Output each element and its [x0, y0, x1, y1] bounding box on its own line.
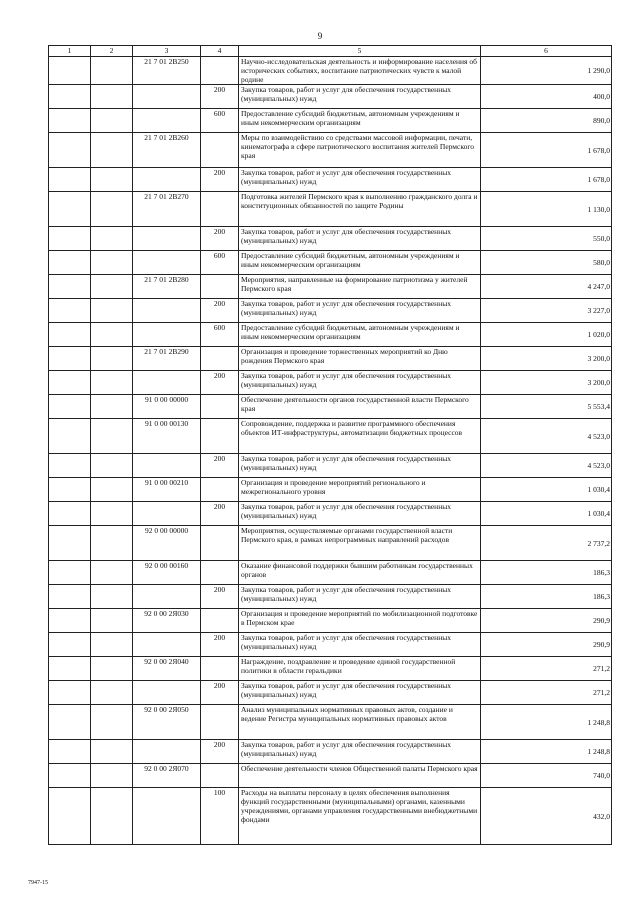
classification-code [133, 788, 201, 845]
col1-cell [49, 227, 91, 251]
expense-type-code: 200 [201, 168, 239, 192]
expense-type-code: 200 [201, 585, 239, 609]
table-row [49, 251, 612, 275]
item-description: Оказание финансовой поддержки бывшим работникам государственных органов [239, 561, 481, 585]
col2-cell [91, 371, 133, 395]
col1-cell [49, 299, 91, 323]
amount-value: 4 247,0 [481, 275, 612, 299]
amount-value: 186,3 [481, 585, 612, 609]
item-description: Обеспечение деятельности органов государственной власти Пермского края [239, 395, 481, 419]
expense-type-code: 100 [201, 788, 239, 845]
col2-cell [91, 251, 133, 275]
expense-type-code: 200 [201, 85, 239, 109]
table-row [49, 609, 612, 633]
col1-cell [49, 740, 91, 764]
table-row [49, 561, 612, 585]
header-col-1: 1 [49, 46, 91, 57]
col1-cell [49, 657, 91, 681]
item-description: Мероприятия, направленные на формирование патриотизма у жителей Пермского края [239, 275, 481, 299]
table-row [49, 323, 612, 347]
amount-value: 5 553,4 [481, 395, 612, 419]
classification-code: 92 0 00 00160 [133, 561, 201, 585]
amount-value: 400,0 [481, 85, 612, 109]
header-col-6: 6 [481, 46, 612, 57]
col1-cell [49, 609, 91, 633]
item-description: Награждение, поздравление и проведение единой государственной политики в области геральдики [239, 657, 481, 681]
expense-type-code: 600 [201, 323, 239, 347]
item-description: Меры по взаимодействию со средствами массовой информации, печати, кинематографа в сфере патриотического воспитания жителей Пермского края [239, 133, 481, 168]
table-row [49, 227, 612, 251]
amount-value: 1 020,0 [481, 323, 612, 347]
col1-cell [49, 251, 91, 275]
amount-value: 271,2 [481, 657, 612, 681]
expense-type-code: 200 [201, 740, 239, 764]
item-description: Закупка товаров, работ и услуг для обеспечения государственных (муниципальных) нужд [239, 740, 481, 764]
amount-value: 3 200,0 [481, 371, 612, 395]
table-row [49, 681, 612, 705]
item-description: Закупка товаров, работ и услуг для обеспечения государственных (муниципальных) нужд [239, 681, 481, 705]
col2-cell [91, 633, 133, 657]
amount-value: 1 248,8 [481, 705, 612, 740]
classification-code: 21 7 01 2В290 [133, 347, 201, 371]
item-description: Закупка товаров, работ и услуг для обеспечения государственных (муниципальных) нужд [239, 168, 481, 192]
classification-code: 92 0 00 2Я040 [133, 657, 201, 681]
col1-cell [49, 419, 91, 454]
item-description: Закупка товаров, работ и услуг для обеспечения государственных (муниципальных) нужд [239, 585, 481, 609]
col2-cell [91, 419, 133, 454]
item-description: Закупка товаров, работ и услуг для обеспечения государственных (муниципальных) нужд [239, 371, 481, 395]
col2-cell [91, 192, 133, 227]
expense-type-code [201, 609, 239, 633]
amount-value: 550,0 [481, 227, 612, 251]
amount-value: 740,0 [481, 764, 612, 788]
table-row [49, 347, 612, 371]
table-row [49, 109, 612, 133]
amount-value: 1 678,0 [481, 168, 612, 192]
item-description: Сопровождение, поддержка и развитие программного обеспечения объектов ИТ-инфраструктуры, автоматизации бюджетных процессов [239, 419, 481, 454]
expense-type-code [201, 561, 239, 585]
col2-cell [91, 585, 133, 609]
col1-cell [49, 705, 91, 740]
table-row [49, 633, 612, 657]
expense-type-code [201, 526, 239, 561]
col2-cell [91, 275, 133, 299]
item-description: Анализ муниципальных нормативных правовых актов, создание и ведение Регистра муниципальных нормативных правовых актов [239, 705, 481, 740]
col1-cell [49, 133, 91, 168]
col2-cell [91, 395, 133, 419]
expense-type-code [201, 133, 239, 168]
classification-code [133, 109, 201, 133]
item-description: Организация и проведение мероприятий по мобилизационной подготовке в Пермском крае [239, 609, 481, 633]
header-row [49, 46, 612, 57]
col2-cell [91, 478, 133, 502]
col1-cell [49, 192, 91, 227]
table-row [49, 371, 612, 395]
item-description: Закупка товаров, работ и услуг для обеспечения государственных (муниципальных) нужд [239, 227, 481, 251]
item-description: Закупка товаров, работ и услуг для обеспечения государственных (муниципальных) нужд [239, 502, 481, 526]
classification-code: 91 0 00 00000 [133, 395, 201, 419]
amount-value: 1 248,8 [481, 740, 612, 764]
col2-cell [91, 227, 133, 251]
amount-value: 4 523,0 [481, 419, 612, 454]
col2-cell [91, 168, 133, 192]
col2-cell [91, 705, 133, 740]
col2-cell [91, 609, 133, 633]
amount-value: 1 030,4 [481, 502, 612, 526]
table-row [49, 478, 612, 502]
col2-cell [91, 561, 133, 585]
expense-type-code: 600 [201, 251, 239, 275]
expense-type-code [201, 478, 239, 502]
classification-code: 92 0 00 00000 [133, 526, 201, 561]
item-description: Научно-исследовательская деятельность и информирование населения об исторических событиях, воспитание патриотических чувств к малой родине [239, 57, 481, 85]
col2-cell [91, 764, 133, 788]
classification-code [133, 251, 201, 275]
col2-cell [91, 109, 133, 133]
budget-table [48, 45, 612, 845]
item-description: Обеспечение деятельности членов Общественной палаты Пермского края [239, 764, 481, 788]
classification-code [133, 85, 201, 109]
footer-code: 7947-15 [28, 880, 48, 886]
table-row [49, 502, 612, 526]
item-description: Закупка товаров, работ и услуг для обеспечения государственных (муниципальных) нужд [239, 454, 481, 478]
item-description: Подготовка жителей Пермского края к выполнению гражданского долга и конституционных обязанностей по защите Родины [239, 192, 481, 227]
col1-cell [49, 681, 91, 705]
table-row [49, 192, 612, 227]
col1-cell [49, 395, 91, 419]
col1-cell [49, 561, 91, 585]
col2-cell [91, 502, 133, 526]
col2-cell [91, 454, 133, 478]
col2-cell [91, 133, 133, 168]
item-description: Закупка товаров, работ и услуг для обеспечения государственных (муниципальных) нужд [239, 85, 481, 109]
amount-value: 2 737,2 [481, 526, 612, 561]
expense-type-code [201, 395, 239, 419]
table-row [49, 657, 612, 681]
expense-type-code [201, 419, 239, 454]
amount-value: 271,2 [481, 681, 612, 705]
amount-value: 3 200,0 [481, 347, 612, 371]
amount-value: 3 227,0 [481, 299, 612, 323]
amount-value: 186,3 [481, 561, 612, 585]
table-row [49, 740, 612, 764]
col2-cell [91, 85, 133, 109]
header-col-3: 3 [133, 46, 201, 57]
table-row [49, 85, 612, 109]
col1-cell [49, 347, 91, 371]
table-row [49, 454, 612, 478]
header-col-5: 5 [239, 46, 481, 57]
table-row [49, 275, 612, 299]
table-row [49, 395, 612, 419]
item-description: Организация и проведение мероприятий регионального и межрегионального уровня [239, 478, 481, 502]
expense-type-code [201, 275, 239, 299]
amount-value: 890,0 [481, 109, 612, 133]
expense-type-code [201, 57, 239, 85]
col1-cell [49, 323, 91, 347]
table-row [49, 168, 612, 192]
amount-value: 290,9 [481, 633, 612, 657]
table-row [49, 585, 612, 609]
col1-cell [49, 478, 91, 502]
col2-cell [91, 299, 133, 323]
classification-code [133, 740, 201, 764]
col1-cell [49, 57, 91, 85]
classification-code [133, 633, 201, 657]
header-col-4: 4 [201, 46, 239, 57]
amount-value: 580,0 [481, 251, 612, 275]
classification-code [133, 454, 201, 478]
col1-cell [49, 275, 91, 299]
classification-code: 92 0 00 2Я050 [133, 705, 201, 740]
expense-type-code: 200 [201, 371, 239, 395]
classification-code: 92 0 00 2Я070 [133, 764, 201, 788]
table-row [49, 299, 612, 323]
col2-cell [91, 347, 133, 371]
expense-type-code: 200 [201, 633, 239, 657]
classification-code: 92 0 00 2Я030 [133, 609, 201, 633]
expense-type-code: 600 [201, 109, 239, 133]
col2-cell [91, 57, 133, 85]
classification-code: 21 7 01 2В280 [133, 275, 201, 299]
item-description: Расходы на выплаты персоналу в целях обеспечения выполнения функций государственными (муниципальными) органами, казенными учреждениями, органами управления государственными внебюджетными фондами [239, 788, 481, 845]
col2-cell [91, 681, 133, 705]
classification-code [133, 299, 201, 323]
item-description: Предоставление субсидий бюджетным, автономным учреждениям и иным некоммерческим организациям [239, 251, 481, 275]
table-row [49, 764, 612, 788]
header-col-2: 2 [91, 46, 133, 57]
item-description: Организация и проведение торжественных мероприятий ко Дню рождения Пермского края [239, 347, 481, 371]
col1-cell [49, 633, 91, 657]
col1-cell [49, 371, 91, 395]
classification-code [133, 323, 201, 347]
expense-type-code: 200 [201, 454, 239, 478]
amount-value: 1 290,0 [481, 57, 612, 85]
classification-code [133, 502, 201, 526]
table-row [49, 57, 612, 85]
expense-type-code: 200 [201, 227, 239, 251]
expense-type-code: 200 [201, 299, 239, 323]
amount-value: 1 678,0 [481, 133, 612, 168]
amount-value: 290,9 [481, 609, 612, 633]
col1-cell [49, 454, 91, 478]
table-row [49, 788, 612, 845]
item-description: Предоставление субсидий бюджетным, автономным учреждениям и иным некоммерческим организациям [239, 109, 481, 133]
amount-value: 1 030,4 [481, 478, 612, 502]
col1-cell [49, 502, 91, 526]
expense-type-code [201, 657, 239, 681]
item-description: Закупка товаров, работ и услуг для обеспечения государственных (муниципальных) нужд [239, 633, 481, 657]
col1-cell [49, 526, 91, 561]
col2-cell [91, 526, 133, 561]
col1-cell [49, 168, 91, 192]
col1-cell [49, 764, 91, 788]
table-row [49, 526, 612, 561]
item-description: Предоставление субсидий бюджетным, автономным учреждениям и иным некоммерческим организациям [239, 323, 481, 347]
col2-cell [91, 657, 133, 681]
page-number: 9 [317, 31, 323, 41]
classification-code [133, 585, 201, 609]
classification-code [133, 227, 201, 251]
col1-cell [49, 585, 91, 609]
table-body [49, 57, 612, 845]
col2-cell [91, 740, 133, 764]
amount-value: 1 130,0 [481, 192, 612, 227]
classification-code [133, 681, 201, 705]
col2-cell [91, 788, 133, 845]
classification-code: 91 0 00 00210 [133, 478, 201, 502]
amount-value: 4 523,0 [481, 454, 612, 478]
col1-cell [49, 109, 91, 133]
expense-type-code [201, 764, 239, 788]
classification-code: 21 7 01 2В260 [133, 133, 201, 168]
col2-cell [91, 323, 133, 347]
classification-code [133, 168, 201, 192]
table-row [49, 133, 612, 168]
col1-cell [49, 85, 91, 109]
expense-type-code: 200 [201, 502, 239, 526]
item-description: Закупка товаров, работ и услуг для обеспечения государственных (муниципальных) нужд [239, 299, 481, 323]
amount-value: 432,0 [481, 788, 612, 845]
expense-type-code [201, 705, 239, 740]
classification-code: 21 7 01 2В250 [133, 57, 201, 85]
expense-type-code [201, 192, 239, 227]
expense-type-code [201, 347, 239, 371]
classification-code: 21 7 01 2В270 [133, 192, 201, 227]
table-row [49, 705, 612, 740]
expense-type-code: 200 [201, 681, 239, 705]
classification-code: 91 0 00 00130 [133, 419, 201, 454]
item-description: Мероприятия, осуществляемые органами государственной власти Пермского края, в рамках непрограммных направлений расходов [239, 526, 481, 561]
col1-cell [49, 788, 91, 845]
classification-code [133, 371, 201, 395]
table-row [49, 419, 612, 454]
